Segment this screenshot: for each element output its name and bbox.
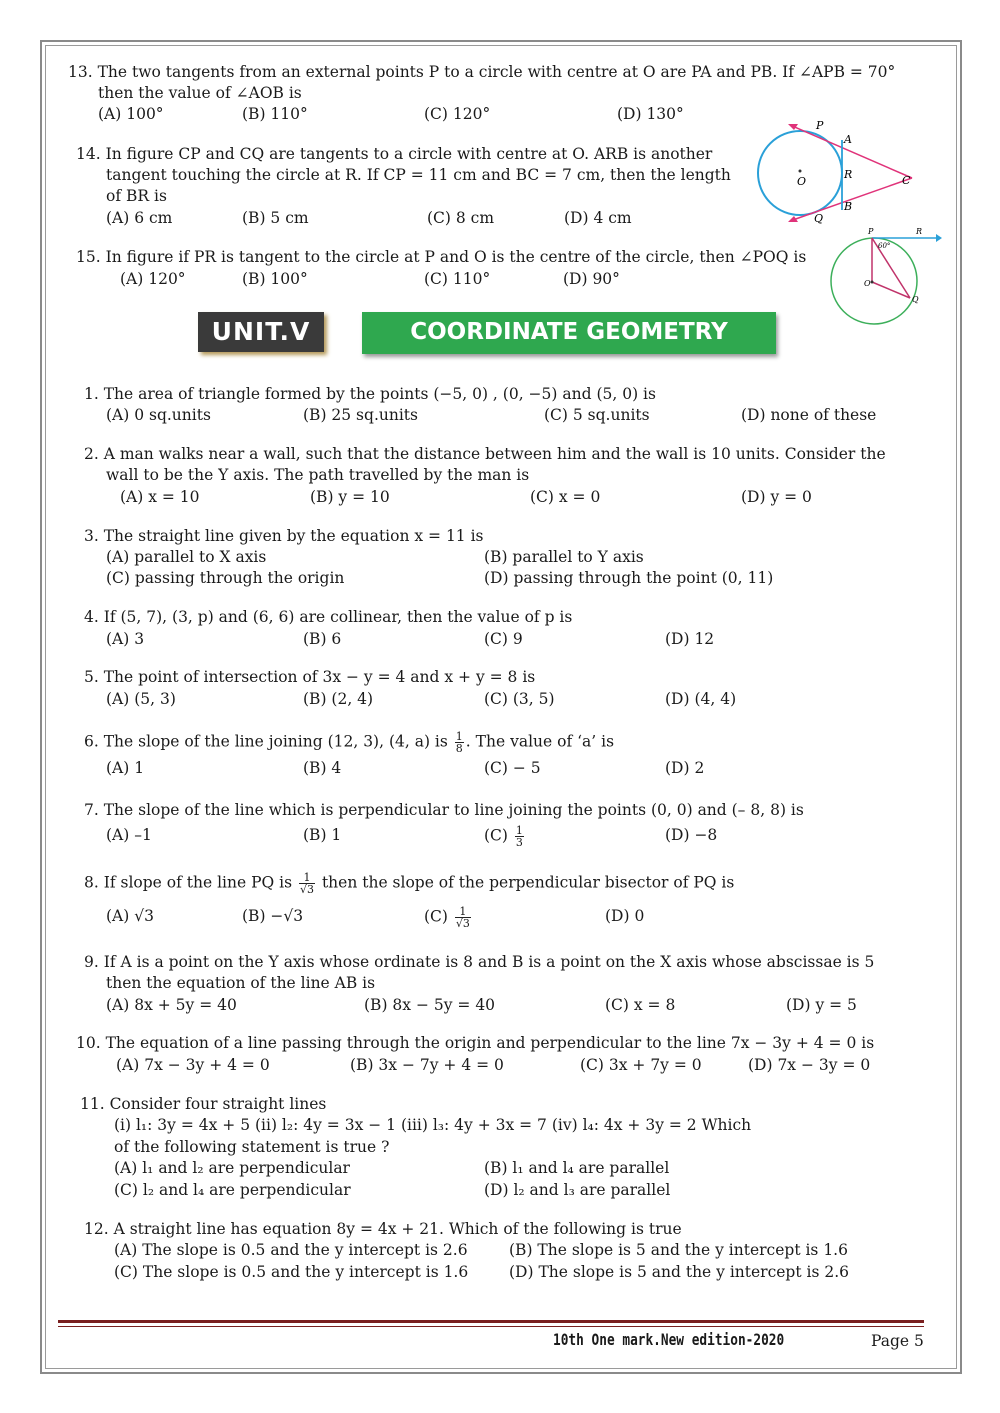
fraction-denominator: 3 (515, 836, 523, 849)
fig14-label-r: R (844, 168, 853, 181)
unit-question-9-stem-line2: then the equation of the line AB is (106, 974, 376, 992)
option-d: (D) 7x − 3y = 0 (748, 1056, 871, 1074)
option-b: (B) 6 (303, 630, 342, 648)
option-a: (A) –1 (106, 826, 152, 844)
unit-question-11-stem: 11. Consider four straight lines (80, 1095, 327, 1113)
footer-book-title: 10th One mark.New edition-2020 (553, 1330, 785, 1349)
option-b: (B) y = 10 (310, 488, 390, 506)
option-a: (A) parallel to X axis (106, 548, 267, 566)
fig14-label-b: B (844, 200, 853, 213)
option-d: (D) l₂ and l₃ are parallel (484, 1181, 671, 1199)
fraction-one-over-root3 (299, 872, 315, 895)
option-a: (A) 6 cm (106, 209, 173, 227)
unit-question-8-stem-a: 8. If slope of the line PQ is (84, 873, 293, 892)
fig15-label-q: Q (912, 295, 919, 304)
option-d: (D) none of these (741, 406, 877, 424)
fraction-one-third (515, 825, 524, 848)
unit-question-9-stem: 9. If A is a point on the Y axis whose ordinate is 8 and B is a point on the X axis whose abscissae is 5 (84, 953, 875, 971)
fraction-numerator: 1 (299, 872, 315, 884)
option-a: (A) (5, 3) (106, 690, 176, 708)
option-b: (B) 110° (242, 105, 308, 123)
fig14-label-p: P (816, 119, 824, 132)
option-b: (B) l₁ and l₄ are parallel (484, 1159, 670, 1177)
unit-question-2-stem-line2: wall to be the Y axis. The path travelled by the man is (106, 466, 530, 484)
option-d: (D) 12 (665, 630, 715, 648)
unit-question-2-stem: 2. A man walks near a wall, such that the distance between him and the wall is 10 units. Consider the (84, 445, 886, 463)
option-c: (C) (3, 5) (484, 690, 555, 708)
option-c-label: (C) (424, 907, 448, 926)
option-d: (D) y = 0 (741, 488, 812, 506)
fig15-label-r: R (916, 227, 923, 236)
fig14-centre-dot (799, 170, 802, 173)
unit-question-8-stem-b: then the slope of the perpendicular bisector of PQ is (321, 873, 735, 892)
fig14-label-q: Q (814, 212, 824, 225)
footer-rule-thick (58, 1320, 924, 1323)
fig14-label-a: A (844, 133, 852, 146)
option-b: (B) 5 cm (242, 209, 309, 227)
option-c: (C) l₂ and l₄ are perpendicular (114, 1181, 351, 1199)
option-b: (B) 1 (303, 826, 342, 844)
option-b: (B) 4 (303, 759, 342, 777)
option-b: (B) −√3 (242, 907, 304, 925)
option-a: (A) √3 (106, 907, 154, 925)
fig15-circle (831, 238, 917, 324)
fig15-label-o: O (864, 279, 871, 288)
option-c: (C) 3x + 7y = 0 (580, 1056, 702, 1074)
fraction-denominator: 8 (455, 742, 463, 755)
option-c (424, 906, 473, 929)
fig14-circle (758, 131, 842, 215)
question-15-stem: 15. In figure if PR is tangent to the circle at P and O is the centre of the circle, then ∠POQ is (76, 248, 807, 266)
option-d: (D) 130° (617, 105, 684, 123)
page-number: Page 5 (871, 1332, 924, 1350)
fig14-label-c: C (902, 174, 911, 187)
option-c: (C) 110° (424, 270, 491, 288)
fig15-label-p: P (868, 227, 874, 236)
option-c: (C) − 5 (484, 759, 541, 777)
fig15-angle-label: 60° (878, 242, 891, 250)
option-a: (A) 7x − 3y + 4 = 0 (116, 1056, 270, 1074)
option-a: (A) 120° (120, 270, 186, 288)
unit-question-6-stem (84, 731, 614, 754)
fig14-label-o: O (797, 175, 807, 188)
option-d: (D) The slope is 5 and the y intercept is 2.6 (509, 1263, 850, 1281)
unit-question-11-stem-line3: of the following statement is true ? (114, 1138, 390, 1156)
option-a: (A) 3 (106, 630, 145, 648)
option-c: (C) x = 8 (605, 996, 676, 1014)
fraction-numerator: 1 (455, 906, 471, 918)
tangent-figure-15 (824, 224, 942, 328)
unit-question-5-stem: 5. The point of intersection of 3x − y = 4 and x + y = 8 is (84, 668, 536, 686)
fraction-denominator: √3 (299, 883, 314, 896)
option-b: (B) 25 sq.units (303, 406, 418, 424)
option-a: (A) 8x + 5y = 40 (106, 996, 237, 1014)
option-b: (B) 8x − 5y = 40 (364, 996, 496, 1014)
question-13-stem-line2: then the value of ∠AOB is (98, 84, 302, 102)
fraction-denominator: √3 (455, 917, 470, 930)
tangent-figure-14 (752, 118, 922, 228)
unit-question-1-stem: 1. The area of triangle formed by the points (−5, 0) , (0, −5) and (5, 0) is (84, 385, 656, 403)
section-title: COORDINATE GEOMETRY (362, 312, 776, 354)
option-a: (A) 0 sq.units (106, 406, 211, 424)
fig15-arrow-r (936, 234, 942, 242)
option-a: (A) 1 (106, 759, 145, 777)
option-d: (D) y = 5 (786, 996, 857, 1014)
question-14-stem: 14. In figure CP and CQ are tangents to a circle with centre at O. ARB is another (76, 145, 713, 163)
question-14-stem-line3: of BR is (106, 187, 167, 205)
option-b: (B) 3x − 7y + 4 = 0 (350, 1056, 504, 1074)
unit-question-4-stem: 4. If (5, 7), (3, p) and (6, 6) are collinear, then the value of p is (84, 608, 573, 626)
unit-badge: UNIT.V (198, 312, 324, 352)
fraction-one-over-root3 (455, 906, 471, 929)
option-b: (B) parallel to Y axis (484, 548, 644, 566)
option-b: (B) (2, 4) (303, 690, 374, 708)
fraction-one-eighth (455, 731, 464, 754)
option-b: (B) 100° (242, 270, 308, 288)
unit-question-6-stem-a: 6. The slope of the line joining (12, 3), (4, a) is (84, 732, 448, 751)
option-c (484, 825, 526, 848)
option-a: (A) The slope is 0.5 and the y intercept is 2.6 (114, 1241, 468, 1259)
option-c: (C) The slope is 0.5 and the y intercept is 1.6 (114, 1263, 469, 1281)
option-d: (D) passing through the point (0, 11) (484, 569, 774, 587)
unit-question-7-stem: 7. The slope of the line which is perpendicular to line joining the points (0, 0) and (– 8, 8) is (84, 801, 804, 819)
question-13-stem: 13. The two tangents from an external points P to a circle with centre at O are PA and PB. If ∠APB = 70° (68, 63, 896, 81)
option-c: (C) 5 sq.units (544, 406, 650, 424)
fig14-arrow-p (788, 124, 798, 130)
option-c: (C) x = 0 (530, 488, 601, 506)
question-14-stem-line2: tangent touching the circle at R. If CP = 11 cm and BC = 7 cm, then the length (106, 166, 731, 184)
option-d: (D) 90° (563, 270, 620, 288)
option-c: (C) 9 (484, 630, 523, 648)
unit-question-8-stem (84, 872, 734, 895)
option-a: (A) l₁ and l₂ are perpendicular (114, 1159, 350, 1177)
fig15-centre-dot (871, 281, 874, 284)
fraction-numerator: 1 (515, 824, 523, 837)
option-d: (D) 2 (665, 759, 705, 777)
unit-question-12-stem: 12. A straight line has equation 8y = 4x + 21. Which of the following is true (84, 1220, 682, 1238)
unit-question-11-lines: (i) l₁: 3y = 4x + 5 (ii) l₂: 4y = 3x − 1 (iii) l₃: 4y + 3x = 7 (iv) l₄: 4x + 3y = 2 Which (114, 1116, 752, 1134)
unit-question-6-stem-b: . The value of ‘a’ is (465, 732, 615, 751)
option-c: (C) passing through the origin (106, 569, 345, 587)
unit-question-3-stem: 3. The straight line given by the equation x = 11 is (84, 527, 484, 545)
option-c-label: (C) (484, 826, 508, 845)
option-b: (B) The slope is 5 and the y intercept is 1.6 (509, 1241, 848, 1259)
footer-rule-thin (58, 1326, 924, 1327)
option-d: (D) (4, 4) (665, 690, 737, 708)
unit-question-10-stem: 10. The equation of a line passing through the origin and perpendicular to the line 7x − 3y + 4 = 0 is (76, 1034, 875, 1052)
option-d: (D) −8 (665, 826, 718, 844)
option-d: (D) 0 (605, 907, 645, 925)
fraction-numerator: 1 (455, 730, 463, 743)
option-c: (C) 8 cm (427, 209, 495, 227)
option-a: (A) 100° (98, 105, 164, 123)
option-a: (A) x = 10 (120, 488, 200, 506)
option-d: (D) 4 cm (564, 209, 632, 227)
option-c: (C) 120° (424, 105, 491, 123)
